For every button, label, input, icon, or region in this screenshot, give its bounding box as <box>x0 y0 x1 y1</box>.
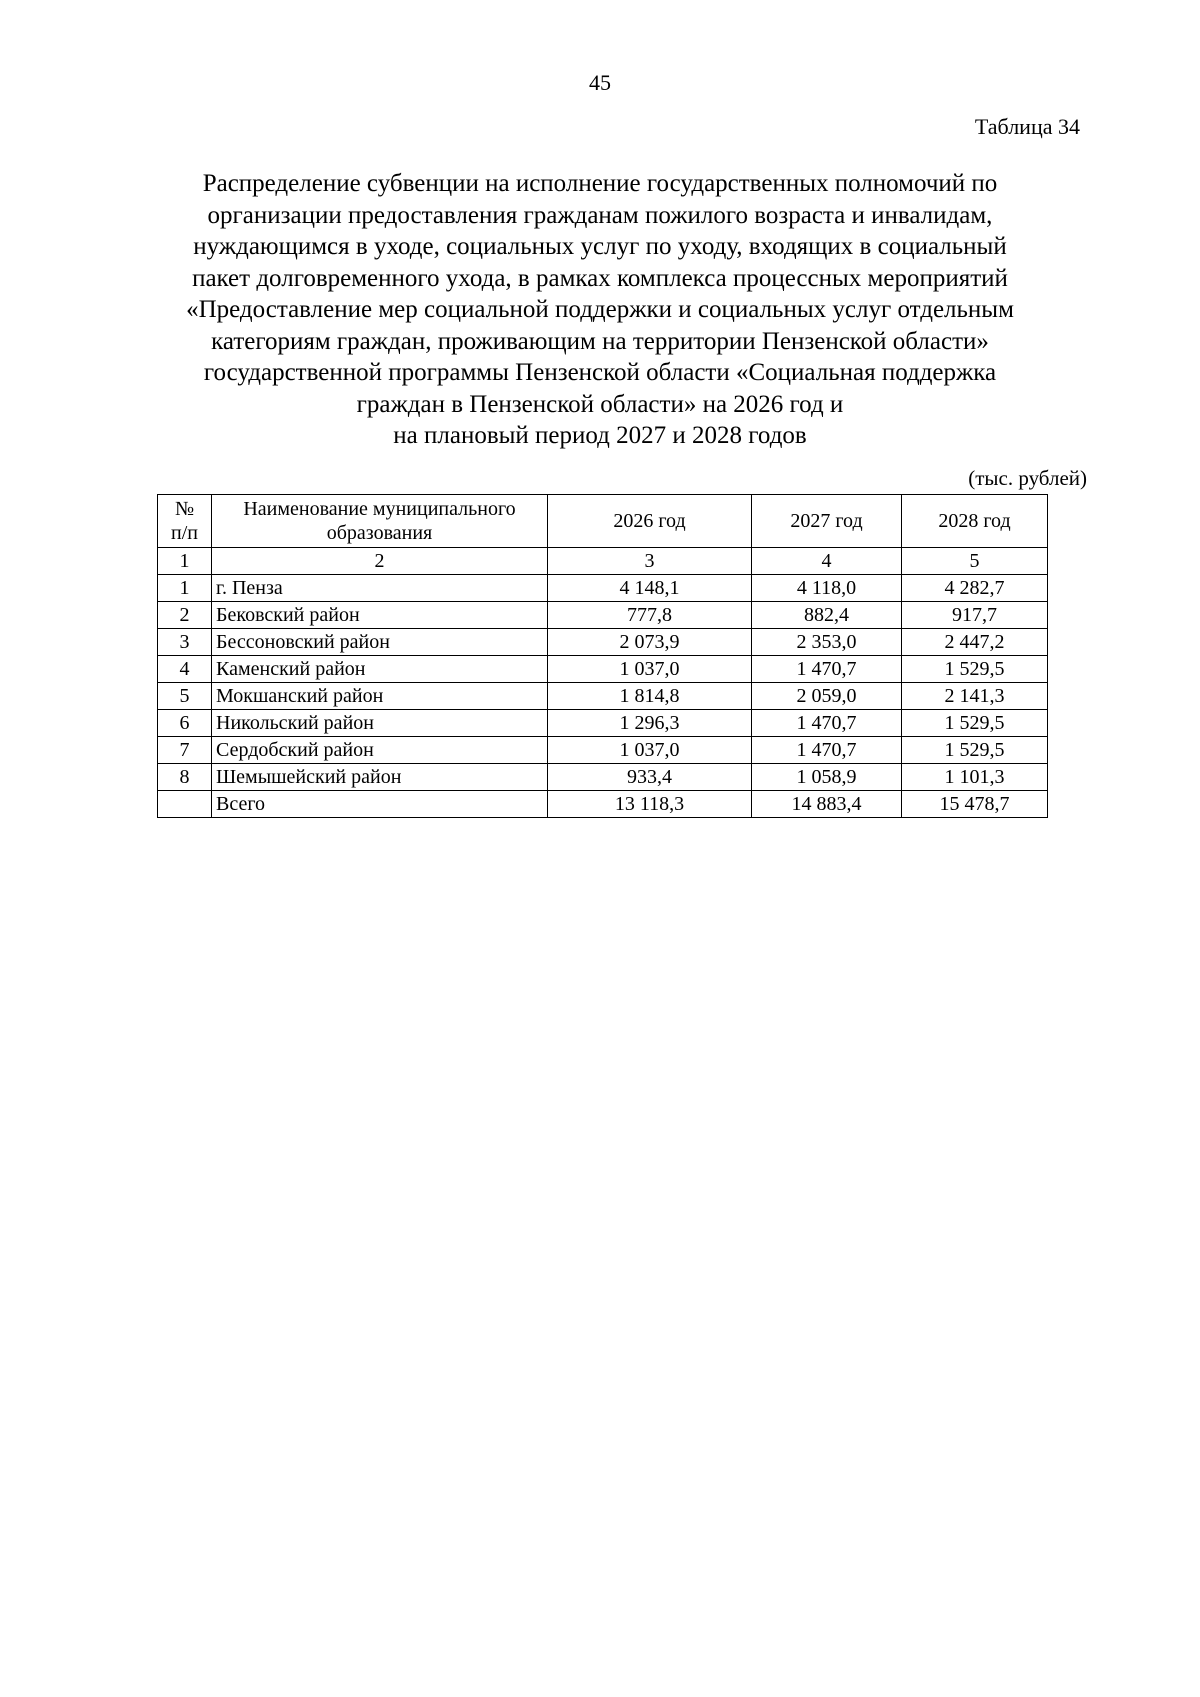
value-2028: 1 529,5 <box>902 710 1048 737</box>
title-line: на плановый период 2027 и 2028 годов <box>393 422 807 449</box>
table-row <box>158 656 1048 683</box>
row-number: 5 <box>158 683 212 710</box>
value-2026: 933,4 <box>548 764 752 791</box>
value-2026: 777,8 <box>548 602 752 629</box>
value-2027: 2 059,0 <box>752 683 902 710</box>
table-row <box>158 602 1048 629</box>
header-name <box>212 495 548 548</box>
value-2027: 1 470,7 <box>752 737 902 764</box>
value-2028: 1 101,3 <box>902 764 1048 791</box>
column-number-row <box>158 548 1048 575</box>
value-2026: 4 148,1 <box>548 575 752 602</box>
column-number: 5 <box>902 548 1048 575</box>
title-line: Распределение субвенции на исполнение государственных полномочий по <box>202 170 998 197</box>
table-total-row <box>158 791 1048 818</box>
header-2028: 2028 год <box>902 495 1048 548</box>
total-row-number <box>158 791 212 818</box>
header-name-line2: образования <box>326 522 433 544</box>
value-2027: 1 470,7 <box>752 710 902 737</box>
header-2026: 2026 год <box>548 495 752 548</box>
municipality-name: Бессоновский район <box>212 629 548 656</box>
table-label: Таблица 34 <box>974 114 1080 139</box>
municipality-name: Шемышейский район <box>212 764 548 791</box>
value-2026: 1 296,3 <box>548 710 752 737</box>
units-label: (тыс. рублей) <box>968 466 1087 490</box>
municipality-name: Сердобский район <box>212 737 548 764</box>
row-number: 6 <box>158 710 212 737</box>
table-row <box>158 629 1048 656</box>
municipality-name: Мокшанский район <box>212 683 548 710</box>
value-2028: 917,7 <box>902 602 1048 629</box>
municipality-name: Никольский район <box>212 710 548 737</box>
page-number: 45 <box>589 70 611 95</box>
row-number: 8 <box>158 764 212 791</box>
column-number: 2 <box>212 548 548 575</box>
value-2026: 1 037,0 <box>548 737 752 764</box>
table-row <box>158 737 1048 764</box>
value-2026: 2 073,9 <box>548 629 752 656</box>
title-line: пакет долговременного ухода, в рамках комплекса процессных мероприятий <box>192 264 1008 292</box>
title-line: государственной программы Пензенской области «Социальная поддержка <box>203 359 997 386</box>
column-number: 1 <box>158 548 212 575</box>
value-2027: 882,4 <box>752 602 902 629</box>
table-header-row <box>158 495 1048 548</box>
value-2028: 2 447,2 <box>902 629 1048 656</box>
row-number: 2 <box>158 602 212 629</box>
table-row <box>158 683 1048 710</box>
value-2026: 1 037,0 <box>548 656 752 683</box>
municipality-name: Каменский район <box>212 656 548 683</box>
header-number-line2: п/п <box>171 522 198 544</box>
value-2028: 1 529,5 <box>902 737 1048 764</box>
value-2026: 1 814,8 <box>548 683 752 710</box>
value-2028: 2 141,3 <box>902 683 1048 710</box>
title-line: организации предоставления гражданам пожилого возраста и инвалидам, <box>207 201 993 229</box>
row-number: 7 <box>158 737 212 764</box>
header-2027: 2027 год <box>752 495 902 548</box>
document-title <box>100 168 1100 452</box>
header-number-line1: № <box>174 498 195 520</box>
title-line: «Предоставление мер социальной поддержки и социальных услуг отдельным <box>186 296 1014 323</box>
row-number: 3 <box>158 629 212 656</box>
title-line: нуждающимся в уходе, социальных услуг по уходу, входящих в социальный <box>193 233 1007 260</box>
header-number <box>158 495 212 548</box>
row-number: 1 <box>158 575 212 602</box>
total-2028: 15 478,7 <box>902 791 1048 818</box>
table-row <box>158 764 1048 791</box>
value-2027: 1 470,7 <box>752 656 902 683</box>
municipality-name: Бековский район <box>212 602 548 629</box>
municipality-name: г. Пенза <box>212 575 548 602</box>
subvention-table <box>157 494 1048 818</box>
title-line: категориям граждан, проживающим на территории Пензенской области» <box>211 327 989 355</box>
total-2026: 13 118,3 <box>548 791 752 818</box>
header-name-line1: Наименование муниципального <box>243 498 516 520</box>
column-number: 4 <box>752 548 902 575</box>
value-2028: 4 282,7 <box>902 575 1048 602</box>
total-2027: 14 883,4 <box>752 791 902 818</box>
column-number: 3 <box>548 548 752 575</box>
table-row <box>158 575 1048 602</box>
value-2027: 4 118,0 <box>752 575 902 602</box>
total-label: Всего <box>212 791 548 818</box>
table-row <box>158 710 1048 737</box>
row-number: 4 <box>158 656 212 683</box>
value-2028: 1 529,5 <box>902 656 1048 683</box>
title-line: граждан в Пензенской области» на 2026 год и <box>356 390 844 418</box>
value-2027: 1 058,9 <box>752 764 902 791</box>
value-2027: 2 353,0 <box>752 629 902 656</box>
